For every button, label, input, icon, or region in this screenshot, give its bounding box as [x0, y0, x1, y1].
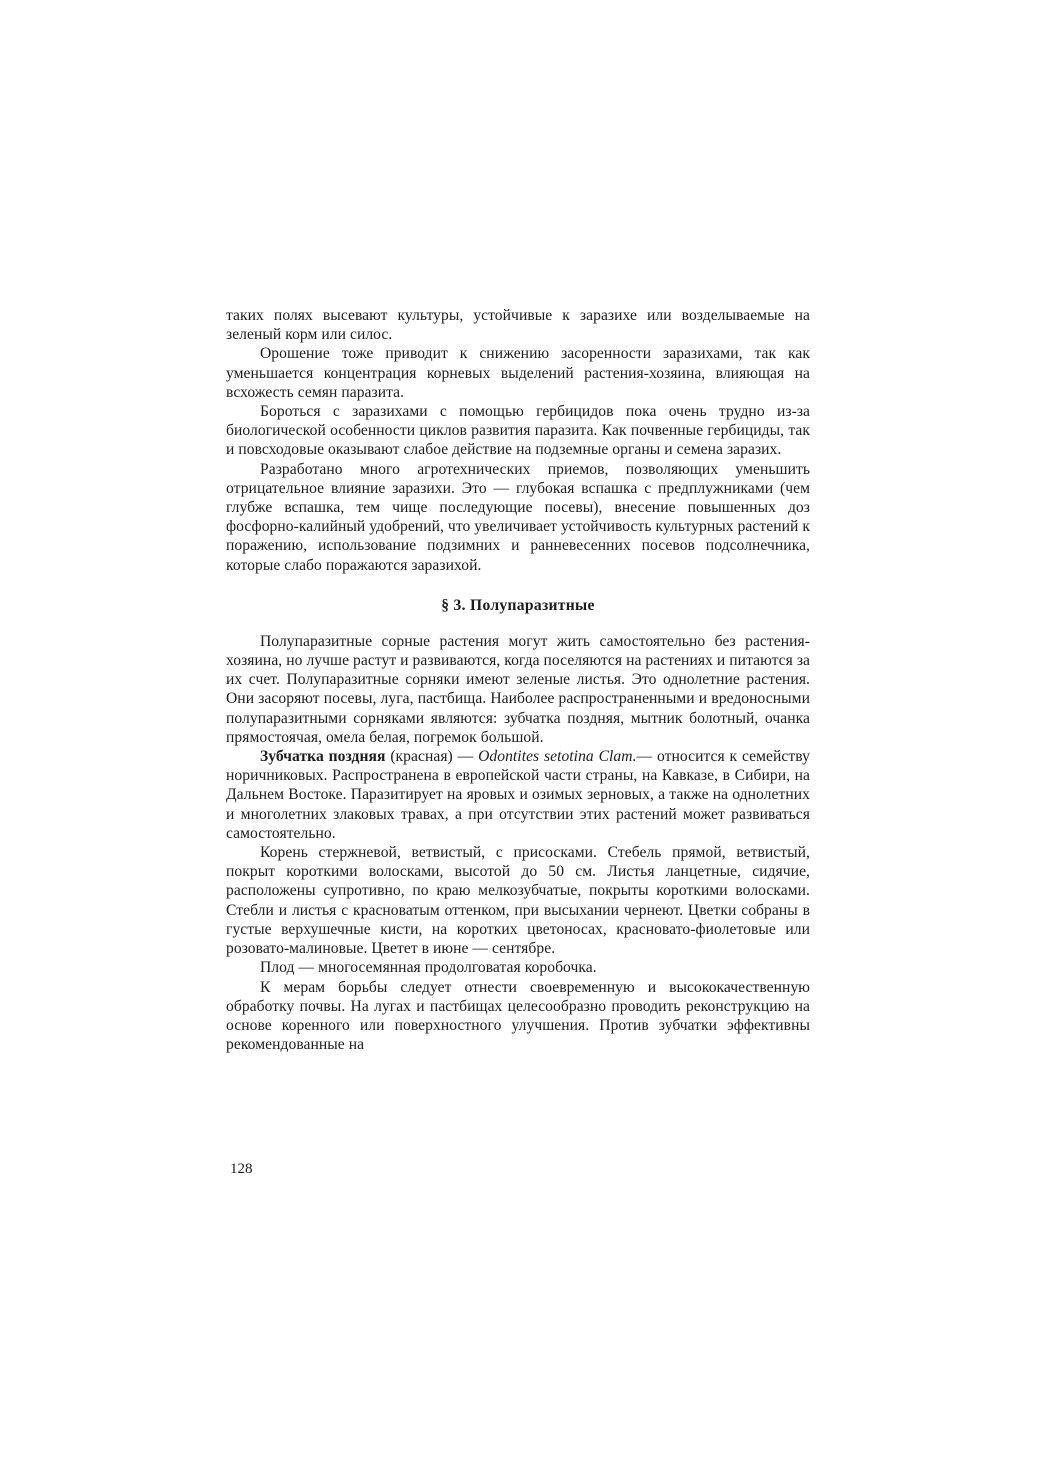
section-heading: § 3. Полупаразитные — [441, 596, 595, 614]
paragraph-species — [226, 747, 810, 843]
paragraph-morphology: Корень стержневой, ветвистый, с присосками. Стебель прямой, ветвистый, покрыт короткими волосками, высотой до 50 см. Листья ланцетные, сидячие, расположены супротивно, по краю мелкозубчатые, покрыты короткими волосками. Стебли и листья с красноватым оттенком, при высыхании чернеют. Цветки собраны в густые верхушечные кисти, на коротких цветоносах, красновато-фиолетовые или розовато-малиновые. Цветет в июне — сентябре. — [226, 844, 810, 958]
paragraph-continuation: таких полях высевают культуры, устойчивые к заразихе или возделываемые на зеленый корм или силос. — [226, 307, 810, 344]
paragraph-control: К мерам борьбы следует отнести своевременную и высококачественную обработку почвы. На лугах и пастбищах целесообразно проводить реконструкцию на основе коренного или поверхностного улучшения. Против зубчатки эффективны рекомендованные на — [226, 978, 810, 1054]
paragraph-agrotechnics: Разработано много агротехнических приемов, позволяющих уменьшить отрицательное влияние заразихи. Это — глубокая вспашка с предплужниками (чем глубже вспашка, тем чище последующие посевы), внесение повышенных доз фосфорно-калийный удобрений, что увеличивает устойчивость культурных растений к поражению, использование подзимних и ранневесенних посевов подсолнечника, которые слабо поражаются заразихой. — [226, 460, 810, 574]
species-description: — относится к семейству норичниковых. Распространена в европейской части страны, на Кавказе, в Сибири, на Дальнем Востоке. Паразитирует на яровых и озимых зерновых, а также на однолетних и многолетних злаковых травах, а при отсутствии этих растений может развиваться самостоятельно. — [226, 748, 810, 842]
text-block-bottom — [226, 632, 810, 1054]
book-page — [226, 306, 810, 1054]
species-common-note: (красная) — — [385, 748, 479, 766]
species-latin-name: Odontites setotina Clam. — [478, 748, 637, 766]
paragraph-herbicides: Бороться с заразихами с помощью гербицидов пока очень трудно из-за биологической особенности циклов развития паразита. Как почвенные гербициды, так и повсходовые оказывают слабое действие на подземные органы и семена заразих. — [226, 403, 810, 459]
text-block-top — [226, 306, 810, 575]
page-number: 128 — [230, 1161, 253, 1177]
paragraph-intro: Полупаразитные сорные растения могут жить самостоятельно без растения-хозяина, но лучше растут и развиваются, когда поселяются на растениях и питаются за их счет. Полупаразитные сорняки имеют зеленые листья. Это однолетние растения. Они засоряют посевы, луга, пастбища. Наиболее распространенными и вредоносными полупаразитными сорняками являются: зубчатка поздняя, мытник болотный, очанка прямостоячая, омела белая, погремок большой. — [226, 632, 810, 746]
paragraph-irrigation: Орошение тоже приводит к снижению засоренности заразихами, так как уменьшается концентрация корневых выделений растения-хозяина, влияющая на всхожесть семян паразита. — [226, 345, 810, 401]
species-term: Зубчатка поздняя — [260, 748, 386, 766]
paragraph-fruit: Плод — многосемянная продолговатая коробочка. — [260, 959, 597, 977]
